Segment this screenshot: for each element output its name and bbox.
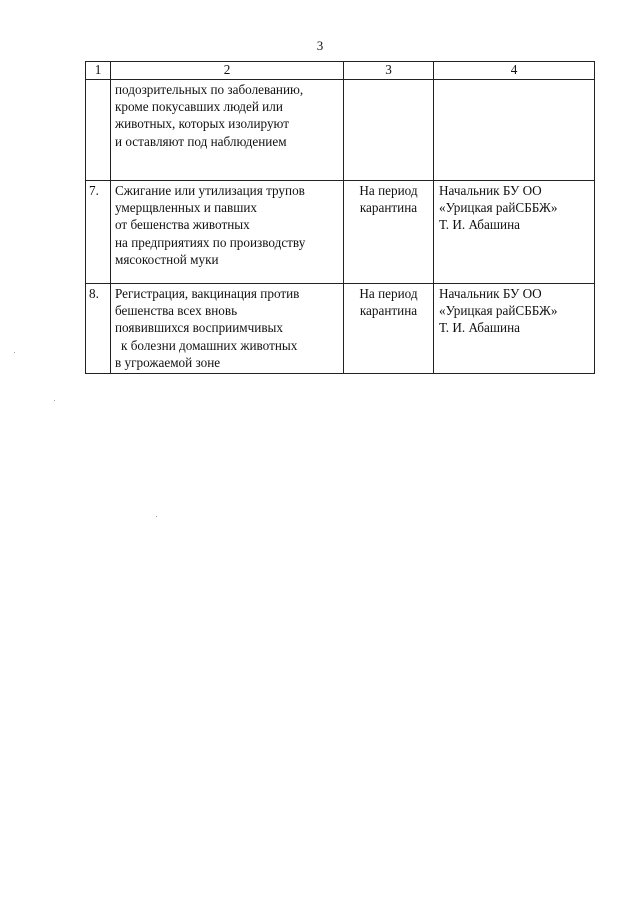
table-row-8 [86, 284, 595, 374]
row-number-cell: 8. [86, 284, 111, 374]
scan-speck [156, 516, 157, 517]
table-row-continuation [86, 80, 595, 181]
scan-speck [14, 352, 15, 353]
row-number-cell [86, 80, 111, 181]
period-line: карантина [359, 200, 418, 216]
activity-line: в угрожаемой зоне [115, 354, 221, 370]
period-cell [344, 80, 434, 181]
period-line: На период [359, 286, 418, 301]
column-header-2: 2 [111, 62, 344, 80]
activity-line: и оставляют под наблюдением [115, 133, 287, 149]
activity-line: умерщвленных и павших [115, 200, 258, 216]
activity-cell [111, 181, 344, 284]
activity-line: Регистрация, вакцинация против [115, 286, 300, 301]
activity-line: к болезни домашних животных [121, 337, 298, 353]
responsible-line: «Урицкая райСББЖ» [439, 200, 558, 216]
responsible-line: Т. И. Абашина [439, 217, 520, 233]
column-header-3: 3 [344, 62, 434, 80]
responsible-line: Т. И. Абашина [439, 320, 520, 336]
activity-line: на предприятиях по производству [115, 234, 306, 250]
responsible-line: Начальник БУ ОО [439, 286, 542, 301]
period-cell [344, 181, 434, 284]
period-line: На период [359, 183, 418, 198]
measures-table [85, 61, 595, 374]
page-number: 3 [316, 38, 324, 53]
period-line: карантина [359, 303, 418, 319]
activity-line: животных, которых изолируют [115, 116, 289, 132]
activity-cell [111, 284, 344, 374]
activity-line: от бешенства животных [115, 217, 250, 233]
activity-line: бешенства всех вновь [115, 303, 238, 319]
activity-line: подозрительных по заболеванию, [115, 82, 304, 97]
table-header-row [86, 62, 595, 80]
activity-line: появившихся восприимчивых [115, 320, 284, 336]
period-cell [344, 284, 434, 374]
activity-line: кроме покусавших людей или [115, 99, 283, 115]
activity-line: Сжигание или утилизация трупов [115, 183, 305, 198]
responsible-line: «Урицкая райСББЖ» [439, 303, 558, 319]
responsible-cell [434, 181, 595, 284]
column-header-4: 4 [434, 62, 595, 80]
activity-line: мясокостной муки [115, 251, 219, 267]
column-header-1: 1 [86, 62, 111, 80]
activity-cell [111, 80, 344, 181]
responsible-line: Начальник БУ ОО [439, 183, 542, 198]
scan-speck [54, 400, 55, 401]
responsible-cell [434, 80, 595, 181]
row-number-cell: 7. [86, 181, 111, 284]
responsible-cell [434, 284, 595, 374]
table-row-7 [86, 181, 595, 284]
